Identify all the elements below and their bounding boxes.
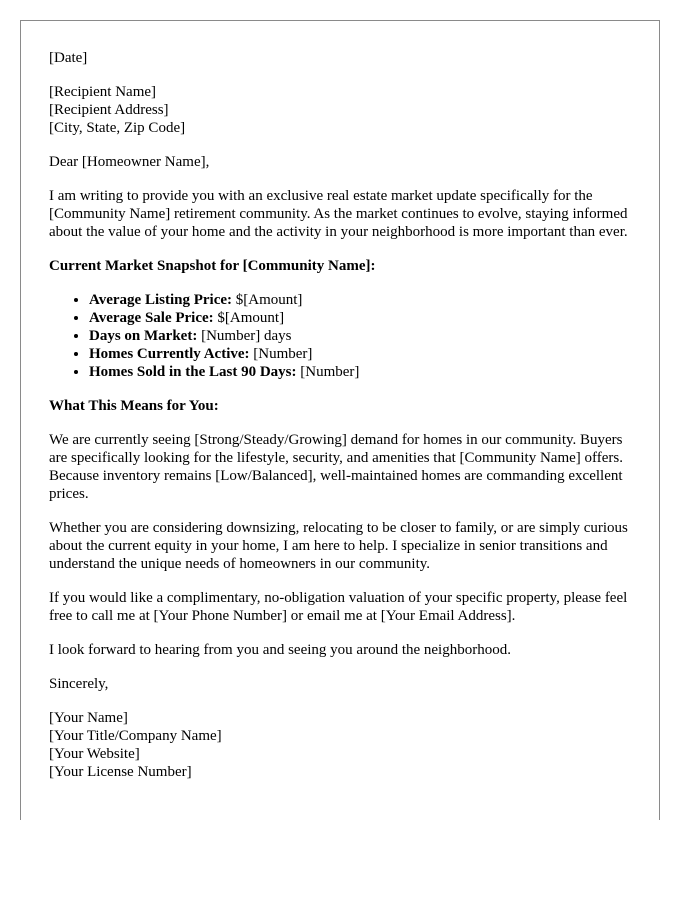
letter-page [20, 20, 660, 820]
snapshot-item-value: $[Amount] [213, 310, 285, 326]
signature-block [49, 709, 639, 781]
recipient-city-state-zip: [City, State, Zip Code] [49, 120, 186, 136]
snapshot-item-label: Homes Sold in the Last 90 Days: [89, 364, 297, 380]
recipient-name: [Recipient Name] [49, 84, 157, 100]
snapshot-item [89, 363, 639, 381]
snapshot-item-value: [Number] [249, 346, 313, 362]
snapshot-item-value: $[Amount] [232, 292, 303, 308]
snapshot-item [89, 291, 639, 309]
intro-paragraph: I am writing to provide you with an exclusive real estate market update specifically for the [Community Name] retirement community. As the market continues to evolve, staying informed about the value of your home and the activity in your neighborhood is more important than ever. [49, 188, 628, 240]
meaning-heading: What This Means for You: [49, 398, 219, 414]
signature-name: [Your Name] [49, 710, 128, 726]
snapshot-item [89, 327, 639, 345]
signature-title-company: [Your Title/Company Name] [49, 728, 222, 744]
sign-off: Sincerely, [49, 676, 109, 692]
signature-license: [Your License Number] [49, 764, 192, 780]
salutation: Dear [Homeowner Name], [49, 154, 210, 170]
signature-website: [Your Website] [49, 746, 140, 762]
snapshot-item-label: Average Sale Price: [89, 310, 214, 326]
snapshot-item-value: [Number] [296, 364, 360, 380]
snapshot-item-label: Homes Currently Active: [89, 346, 250, 362]
snapshot-item-value: [Number] days [197, 328, 292, 344]
recipient-address: [Recipient Address] [49, 102, 169, 118]
meaning-paragraph-valuation: If you would like a complimentary, no-obligation valuation of your specific property, please feel free to call me at [Your Phone Number] or email me at [Your Email Address]. [49, 590, 628, 624]
meaning-paragraph-closing: I look forward to hearing from you and seeing you around the neighborhood. [49, 642, 511, 658]
meaning-paragraph-help: Whether you are considering downsizing, relocating to be closer to family, or are simply curious about the current equity in your home, I am here to help. I specialize in senior transitions and understand the unique needs of homeowners in our community. [49, 520, 628, 572]
meaning-paragraph-demand: We are currently seeing [Strong/Steady/Growing] demand for homes in our community. Buyers are specifically looking for the lifestyle, security, and amenities that [Community Name] offers. Because inventory remains [Low/Balanced], well-maintained homes are commanding excellent prices. [49, 432, 623, 502]
recipient-block [49, 83, 639, 137]
snapshot-item-label: Average Listing Price: [89, 292, 233, 308]
snapshot-item-label: Days on Market: [89, 328, 198, 344]
snapshot-item [89, 345, 639, 363]
snapshot-heading: Current Market Snapshot for [Community Name]: [49, 258, 376, 274]
snapshot-item [89, 309, 639, 327]
letter-date: [Date] [49, 50, 88, 66]
snapshot-list [49, 291, 639, 381]
